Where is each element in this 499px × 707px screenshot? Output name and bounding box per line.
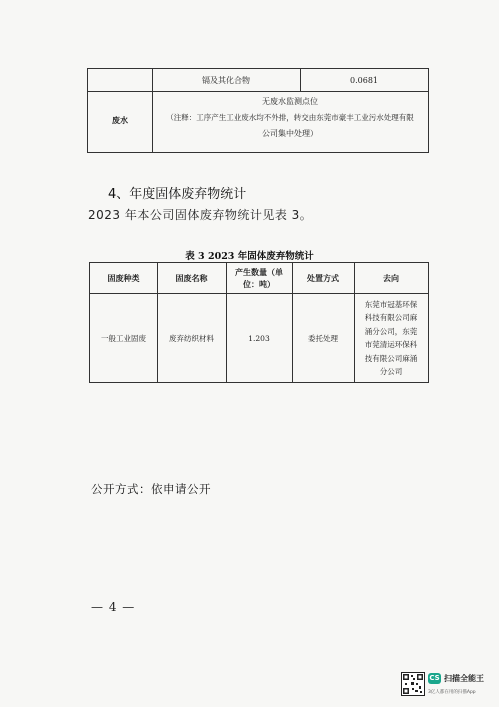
- disclosure-method: 公开方式：依申请公开: [91, 482, 211, 496]
- emissions-table-continued: [87, 68, 429, 153]
- watermark-app-name: 扫描全能王: [444, 674, 484, 683]
- destination-line: 东莞市冠基环保: [364, 299, 418, 309]
- pollutant-value-cell: 0.0681: [350, 76, 378, 85]
- destination-line: 技有限公司麻涌: [364, 353, 418, 363]
- destination-line: 涌分公司，东莞: [364, 326, 418, 336]
- header-destination: 去向: [383, 273, 399, 283]
- header-amount-line2: 位：吨）: [243, 279, 275, 289]
- qr-code-graphic: [402, 673, 424, 695]
- header-waste-name: 固废名称: [175, 273, 208, 283]
- pollutant-name-cell: 镉及其化合物: [202, 76, 250, 85]
- header-amount-line1: 产生数量（单: [235, 267, 283, 277]
- cell-destination: [354, 294, 428, 382]
- wastewater-label: 废水: [112, 115, 128, 125]
- cell-disposal-method: 委托处理: [308, 333, 338, 343]
- table-caption: 表 3 2023 年固体废弃物统计: [185, 251, 314, 262]
- header-waste-type: 固废种类: [107, 273, 140, 283]
- cell-amount: 1.203: [248, 333, 270, 343]
- section-heading: 4、年度固体废弃物统计: [108, 187, 247, 202]
- wastewater-note-line2: （注释：工序产生工业废水均不外排，转交由东莞市豪丰工业污水处理有限: [166, 113, 414, 122]
- table-divider: [88, 91, 428, 92]
- destination-line: 市莞清运环保科: [364, 340, 418, 349]
- destination-line: 科技有限公司麻: [364, 313, 418, 322]
- destination-line: 分公司: [379, 367, 403, 376]
- cell-waste-name: 废弃纺织材料: [169, 333, 214, 343]
- camscanner-logo: CS: [429, 674, 440, 682]
- header-disposal-method: 处置方式: [307, 273, 339, 283]
- cell-waste-type: 一般工业固废: [101, 333, 146, 343]
- wastewater-note-line3: 公司集中处理）: [262, 129, 318, 138]
- section-intro: 2023 年本公司固体废弃物统计见表 3。: [88, 208, 313, 222]
- page-number: — 4 —: [91, 600, 136, 614]
- wastewater-note-line1: 无废水监测点位: [262, 97, 318, 106]
- qr-code-icon: [401, 672, 425, 696]
- watermark-tagline: 3亿人都在用的扫描App: [428, 690, 476, 695]
- header-amount: [226, 263, 292, 293]
- solid-waste-table: [89, 262, 429, 383]
